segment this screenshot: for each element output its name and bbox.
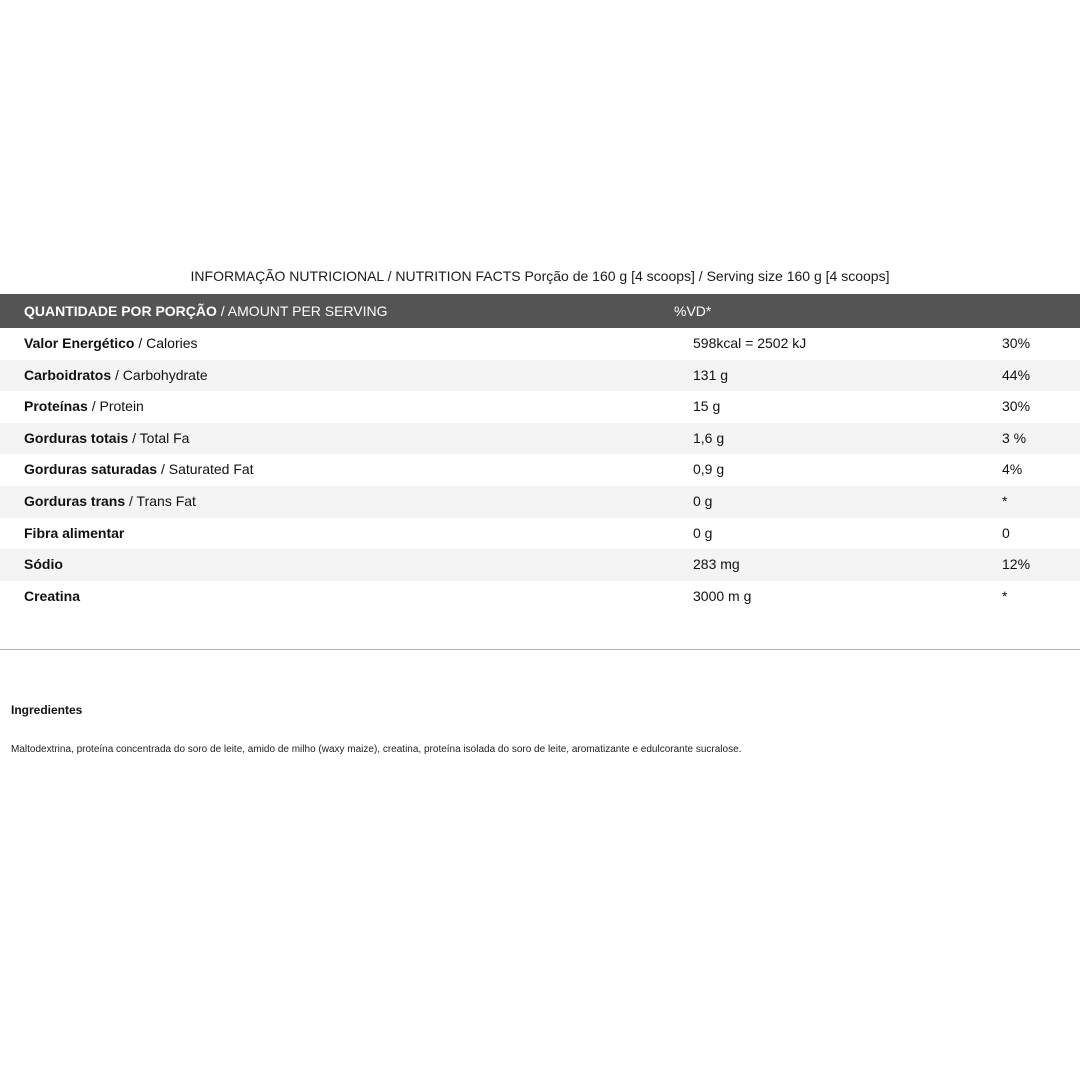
nutrient-amount: 0 g xyxy=(693,524,713,541)
nutrient-name-pt: Valor Energético xyxy=(24,335,135,351)
nutrient-name xyxy=(24,588,80,604)
nutrient-name-pt: Gorduras saturadas xyxy=(24,461,158,478)
nutrient-amount: 598kcal = 2502 kJ xyxy=(693,335,807,351)
nutrient-name xyxy=(24,556,63,572)
table-row-calories xyxy=(0,328,1080,360)
nutrient-daily-value: * xyxy=(1002,492,1008,509)
header-amount-en: / AMOUNT PER SERVING xyxy=(216,303,388,319)
nutrient-name-pt: Creatina xyxy=(24,587,81,604)
nutrient-name-en: / Total Fa xyxy=(128,429,190,446)
nutrient-amount: 3000 m g xyxy=(693,587,752,604)
nutrient-name-pt: Proteínas xyxy=(24,398,88,415)
nutrient-name xyxy=(24,493,196,509)
table-row-creatine xyxy=(0,581,1080,613)
nutrient-daily-value: 0 xyxy=(1002,524,1010,541)
nutrient-daily-value: 30% xyxy=(1002,335,1031,351)
table-row-protein xyxy=(0,391,1080,423)
nutrient-daily-value: 44% xyxy=(1002,366,1031,383)
nutrient-amount: 283 mg xyxy=(693,556,740,573)
nutrient-amount: 131 g xyxy=(693,366,729,383)
nutrient-name xyxy=(24,525,124,541)
nutrient-amount: 1,6 g xyxy=(693,429,725,446)
table-row-dietary-fiber xyxy=(0,518,1080,550)
nutrient-name-en: / Carbohydrate xyxy=(111,366,208,383)
nutrient-amount: 0,9 g xyxy=(693,461,725,478)
section-divider xyxy=(0,649,1080,650)
nutrition-table xyxy=(0,294,1080,612)
nutrient-amount: 0 g xyxy=(693,492,713,509)
nutrient-daily-value: * xyxy=(1002,587,1008,604)
header-daily-value: %VD* xyxy=(674,303,712,319)
nutrient-name-pt: Gorduras trans xyxy=(24,492,126,509)
nutrient-amount: 15 g xyxy=(693,398,721,415)
table-row-total-fat xyxy=(0,423,1080,455)
nutrient-daily-value: 3 % xyxy=(1002,429,1027,446)
header-amount-per-serving xyxy=(24,303,388,319)
table-row-carbohydrate xyxy=(0,360,1080,392)
table-row-saturated-fat xyxy=(0,454,1080,486)
nutrient-daily-value: 4% xyxy=(1002,461,1023,478)
nutrient-name-en: / Protein xyxy=(87,398,144,415)
table-row-trans-fat xyxy=(0,486,1080,518)
nutrient-name xyxy=(24,398,144,414)
nutrient-name xyxy=(24,335,198,351)
nutrient-name-pt: Gorduras totais xyxy=(24,429,129,446)
nutrition-facts-title: INFORMAÇÃO NUTRICIONAL / NUTRITION FACTS Porção de 160 g [4 scoops] / Serving size 160 g [4 scoops] xyxy=(190,268,890,284)
nutrient-name xyxy=(24,461,254,477)
nutrient-name-pt: Fibra alimentar xyxy=(24,524,125,541)
nutrient-daily-value: 30% xyxy=(1002,398,1031,415)
header-amount-pt: QUANTIDADE POR PORÇÃO xyxy=(24,303,217,319)
table-row-sodium xyxy=(0,549,1080,581)
nutrient-name xyxy=(24,367,208,383)
nutrient-name-pt: Sódio xyxy=(24,556,63,573)
nutrient-name xyxy=(24,430,189,446)
ingredients-heading: Ingredientes xyxy=(11,703,83,717)
nutrient-daily-value: 12% xyxy=(1002,556,1031,573)
nutrient-name-en: / Trans Fat xyxy=(125,492,196,509)
nutrient-name-en: / Saturated Fat xyxy=(157,461,254,478)
nutrient-name-pt: Carboidratos xyxy=(24,366,112,383)
nutrient-name-en: / Calories xyxy=(134,335,198,351)
ingredients-text: Maltodextrina, proteína concentrada do soro de leite, amido de milho (waxy maize), creatina, proteína isolada do soro de leite, aromatizante e edulcorante sucralose. xyxy=(11,744,742,755)
table-header xyxy=(0,294,1080,328)
